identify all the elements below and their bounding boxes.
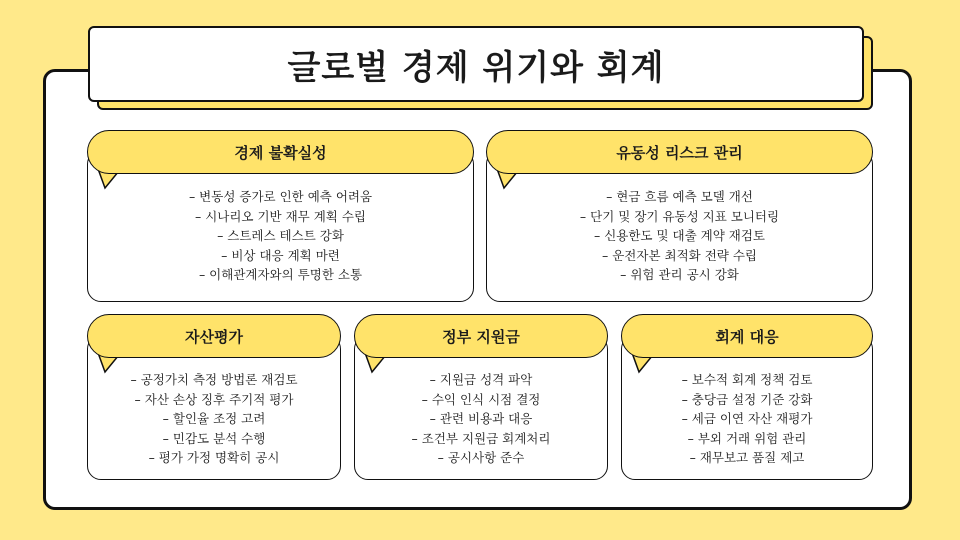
card-heading: 정부 지원금 [442, 327, 520, 346]
list-item: – 변동성 증가로 인한 예측 어려움 [188, 189, 373, 204]
list-item: – 조건부 지원금 회계처리 [411, 430, 551, 446]
list-item: – 운전자본 최적화 전략 수립 [602, 247, 757, 263]
list-item: – 부외 거래 위험 관리 [687, 430, 807, 446]
list-item: – 할인율 조정 고려 [162, 411, 266, 426]
list-item: – 단기 및 장기 유동성 지표 모니터링 [579, 208, 780, 224]
list-item: – 수익 인식 시점 결정 [421, 391, 541, 407]
list-item: – 충당금 설정 기준 강화 [681, 391, 813, 407]
card-heading: 자산평가 [185, 327, 243, 346]
list-item: – 민감도 분석 수행 [162, 430, 266, 446]
list-item: – 자산 손상 징후 주기적 평가 [134, 391, 294, 407]
card-heading-bubble [87, 314, 341, 358]
page-title: 글로벌 경제 위기와 회계 [287, 47, 665, 88]
list-item: – 공정가치 측정 방법론 재검토 [130, 372, 298, 387]
list-item: – 이해관계자와의 투명한 소통 [198, 267, 363, 282]
list-item: – 관련 비용과 대응 [429, 411, 533, 426]
list-item: – 현금 흐름 예측 모델 개선 [606, 189, 753, 204]
list-item: – 비상 대응 계획 마련 [221, 247, 340, 263]
list-item: – 시나리오 기반 재무 계획 수립 [194, 208, 367, 224]
title-box [88, 26, 864, 102]
list-item: – 보수적 회계 정책 검토 [681, 372, 813, 387]
card-heading: 유동성 리스크 관리 [616, 143, 743, 162]
card-heading-bubble [486, 130, 873, 174]
list-item: – 세금 이연 자산 재평가 [681, 411, 813, 426]
list-item: – 공시사항 준수 [437, 450, 525, 465]
list-item: – 신용한도 및 대출 계약 재검토 [593, 228, 766, 243]
card-heading-bubble [621, 314, 873, 358]
list-item: – 위험 관리 공시 강화 [620, 267, 739, 282]
card-heading-bubble [354, 314, 608, 358]
list-item: – 평가 가정 명확히 공시 [148, 450, 280, 465]
list-item: – 스트레스 테스트 강화 [217, 228, 344, 243]
list-item: – 지원금 성격 파악 [429, 372, 533, 387]
card-heading: 회계 대응 [715, 327, 779, 346]
card-heading: 경제 불확실성 [234, 143, 327, 162]
card-heading-bubble [87, 130, 474, 174]
list-item: – 재무보고 품질 제고 [689, 450, 805, 465]
